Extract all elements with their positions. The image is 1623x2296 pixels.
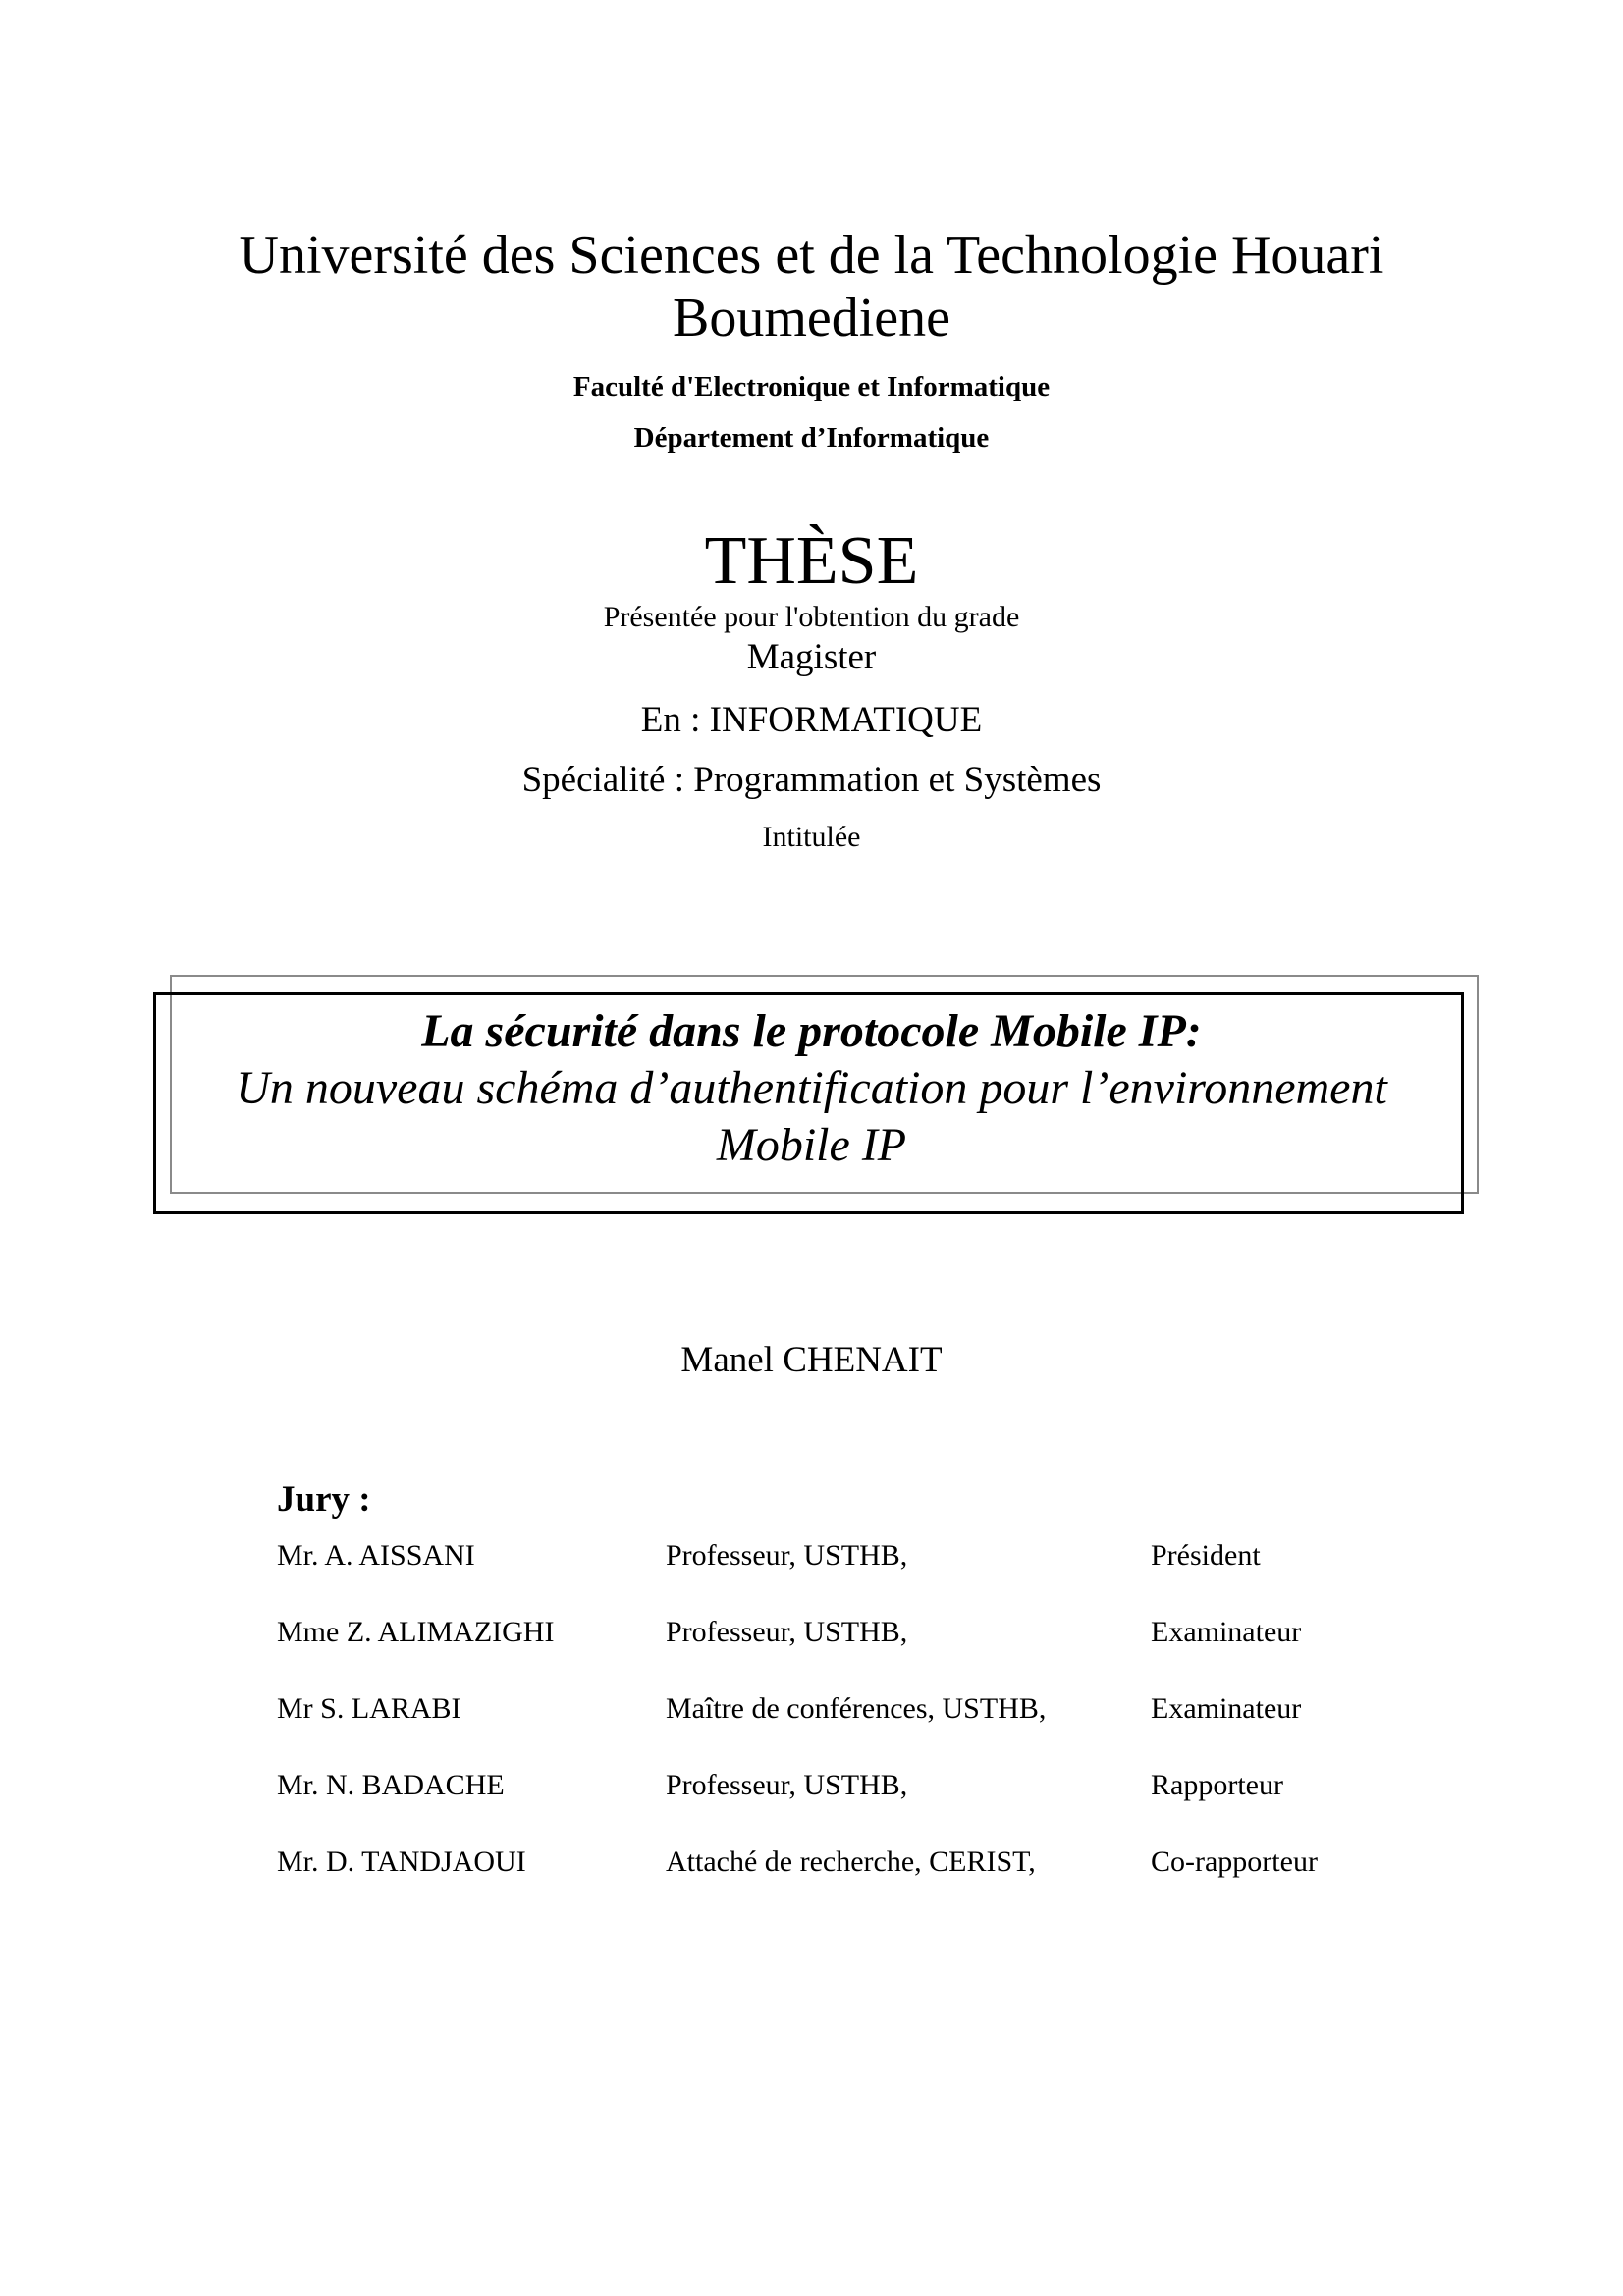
jury-member-name: Mr. D. TANDJAOUI — [277, 1845, 526, 1878]
jury-member-title: Attaché de recherche, CERIST, — [666, 1845, 1036, 1878]
department-name: Département d’Informatique — [633, 422, 990, 454]
author-name: Manel CHENAIT — [680, 1340, 943, 1380]
specialty: Spécialité : Programmation et Systèmes — [521, 760, 1102, 800]
jury-member-role: Examinateur — [1151, 1616, 1302, 1648]
presented-for-text: Présentée pour l'obtention du grade — [603, 601, 1020, 633]
faculty-name: Faculté d'Electronique et Informatique — [572, 371, 1051, 402]
jury-member-name: Mr. N. BADACHE — [277, 1769, 505, 1801]
jury-member-name: Mr. A. AISSANI — [277, 1539, 475, 1572]
jury-row — [0, 1687, 1623, 1731]
jury-member-role: Co-rapporteur — [1151, 1845, 1318, 1878]
jury-row — [0, 1534, 1623, 1577]
jury-member-title: Professeur, USTHB, — [666, 1539, 908, 1572]
jury-member-name: Mr S. LARABI — [277, 1692, 461, 1725]
university-name-line-2: Boumediene — [672, 288, 951, 348]
thesis-title-line-1: La sécurité dans le protocole Mobile IP: — [421, 1005, 1202, 1057]
degree-name: Magister — [746, 637, 877, 677]
jury-row — [0, 1764, 1623, 1807]
jury-member-title: Maître de conférences, USTHB, — [666, 1692, 1047, 1725]
jury-heading: Jury : — [277, 1479, 371, 1520]
field-of-study: En : INFORMATIQUE — [640, 700, 983, 740]
thesis-title-line-3: Mobile IP — [716, 1119, 907, 1171]
jury-member-title: Professeur, USTHB, — [666, 1616, 908, 1648]
titled-label: Intitulée — [762, 821, 861, 853]
jury-member-role: Rapporteur — [1151, 1769, 1283, 1801]
thesis-title-line-2: Un nouveau schéma d’authentification pour l’environnement — [236, 1062, 1387, 1114]
jury-member-title: Professeur, USTHB, — [666, 1769, 908, 1801]
jury-row — [0, 1841, 1623, 1884]
university-name-line-1: Université des Sciences et de la Technologie Houari — [239, 225, 1384, 286]
jury-member-name: Mme Z. ALIMAZIGHI — [277, 1616, 555, 1648]
thesis-label: THÈSE — [704, 523, 919, 599]
jury-member-role: Examinateur — [1151, 1692, 1302, 1725]
jury-member-role: Président — [1151, 1539, 1261, 1572]
jury-row — [0, 1611, 1623, 1654]
